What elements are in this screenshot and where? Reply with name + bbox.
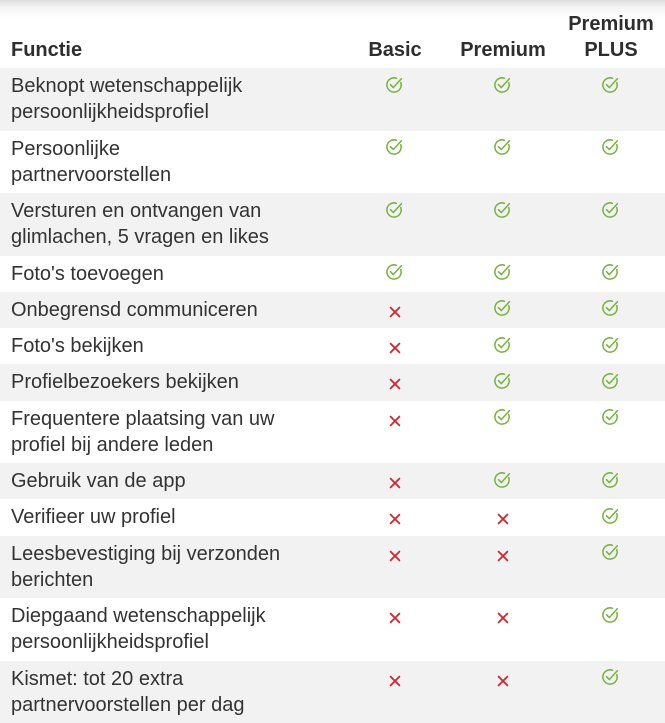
cross-strokes [391, 614, 400, 623]
feature-name-cell [0, 297, 341, 323]
check-circle-glyph [493, 137, 512, 156]
cross-strokes [391, 380, 400, 389]
basic-availability-cell [341, 369, 449, 395]
premium-plus-availability-cell [557, 73, 665, 126]
feature-name-line: Onbegrensd communiceren [11, 298, 258, 321]
basic-availability-cell [341, 198, 449, 251]
check-circle-outline [602, 545, 616, 559]
check-mark [606, 608, 617, 617]
check-circle-icon [341, 136, 449, 162]
check-circle-outline [602, 337, 616, 351]
premium-plus-availability-cell [557, 603, 665, 656]
cross-icon [341, 603, 449, 629]
check-circle-icon [557, 198, 665, 224]
check-mark [498, 302, 509, 311]
cross-glyph [389, 306, 401, 318]
feature-name-cell [0, 406, 341, 459]
check-circle-outline [386, 265, 400, 279]
premium-plus-availability-cell [557, 541, 665, 594]
table-row [0, 364, 665, 400]
basic-availability-cell [341, 468, 449, 494]
header-plan-premium-plus [557, 11, 665, 63]
check-circle-glyph [601, 200, 620, 219]
table-row [0, 401, 665, 464]
cross-strokes [391, 676, 400, 685]
check-mark [606, 338, 617, 347]
feature-name-cell [0, 261, 341, 287]
check-circle-icon [557, 504, 665, 530]
basic-availability-cell [341, 261, 449, 287]
premium-availability-cell [449, 198, 557, 251]
check-circle-outline [494, 202, 508, 216]
check-circle-glyph [385, 262, 404, 281]
cross-icon [449, 504, 557, 530]
premium-plus-availability-cell [557, 406, 665, 459]
table-row [0, 598, 665, 661]
check-circle-glyph [493, 298, 512, 317]
cross-strokes [391, 515, 400, 524]
check-circle-icon [557, 468, 665, 494]
feature-name-line: Foto's toevoegen [11, 262, 164, 285]
basic-availability-cell [341, 666, 449, 719]
cross-icon [341, 541, 449, 567]
premium-availability-cell [449, 333, 557, 359]
check-circle-glyph [601, 371, 620, 390]
check-circle-icon [557, 603, 665, 629]
premium-plus-availability-cell [557, 297, 665, 323]
check-circle-icon [557, 406, 665, 432]
check-mark [606, 78, 617, 87]
basic-availability-cell [341, 603, 449, 656]
check-circle-glyph [601, 407, 620, 426]
cross-strokes [391, 479, 400, 488]
check-mark [606, 510, 617, 519]
check-circle-glyph [493, 335, 512, 354]
check-mark [606, 375, 617, 384]
cross-glyph [389, 378, 401, 390]
feature-name-line: Gebruik van de app [11, 470, 186, 492]
check-mark [498, 473, 509, 482]
table-row [0, 328, 665, 364]
check-mark [498, 411, 509, 420]
check-mark [390, 78, 401, 87]
premium-plus-availability-cell [557, 198, 665, 251]
check-mark [606, 411, 617, 420]
cross-glyph [389, 415, 401, 427]
cross-icon [341, 666, 449, 692]
feature-name-cell [0, 333, 341, 359]
check-circle-outline [494, 374, 508, 388]
check-circle-icon [449, 198, 557, 224]
check-circle-icon [557, 261, 665, 287]
cross-icon [449, 541, 557, 567]
basic-availability-cell [341, 136, 449, 189]
cross-strokes [391, 344, 400, 353]
feature-name-cell [0, 73, 341, 126]
feature-name-line: Verifieer uw profiel [11, 506, 176, 529]
premium-availability-cell [449, 541, 557, 594]
feature-name-line: Frequentere plaatsing van uw [11, 407, 275, 430]
cross-glyph [497, 513, 509, 525]
premium-availability-cell [449, 261, 557, 287]
premium-plus-availability-cell [557, 333, 665, 359]
cross-glyph [497, 550, 509, 562]
check-circle-glyph [493, 407, 512, 426]
table-row [0, 193, 665, 256]
table-row [0, 463, 665, 499]
check-circle-outline [494, 140, 508, 154]
header-feature-label: Functie [11, 39, 83, 61]
basic-availability-cell [341, 406, 449, 459]
cross-icon [341, 406, 449, 432]
check-mark [498, 203, 509, 212]
feature-name-cell [0, 468, 341, 494]
header-feature [0, 37, 341, 63]
cross-glyph [389, 342, 401, 354]
cross-icon [341, 297, 449, 323]
check-mark [606, 266, 617, 275]
check-circle-outline [494, 337, 508, 351]
feature-name-line: Leesbevestiging bij verzonden [11, 542, 281, 565]
header-plan-premium-plus-label-line-2: PLUS [584, 39, 638, 61]
table-row [0, 256, 665, 292]
table-row [0, 499, 665, 535]
feature-name-line: Beknopt wetenschappelijk [11, 75, 243, 97]
feature-name-line: Kismet: tot 20 extra [11, 667, 184, 690]
table-row [0, 292, 665, 328]
premium-availability-cell [449, 136, 557, 189]
feature-name-cell [0, 198, 341, 251]
basic-availability-cell [341, 73, 449, 126]
check-circle-glyph [601, 506, 620, 525]
check-circle-glyph [493, 470, 512, 489]
check-circle-glyph [601, 262, 620, 281]
check-circle-outline [602, 410, 616, 424]
premium-availability-cell [449, 468, 557, 494]
check-circle-icon [557, 541, 665, 567]
check-circle-outline [602, 607, 616, 621]
feature-name-line: persoonlijkheidsprofiel [11, 101, 209, 124]
cross-strokes [499, 551, 508, 560]
cross-glyph [389, 675, 401, 687]
cross-glyph [389, 550, 401, 562]
check-mark [606, 546, 617, 555]
check-mark [390, 141, 401, 150]
cross-icon [449, 603, 557, 629]
premium-availability-cell [449, 504, 557, 530]
premium-availability-cell [449, 406, 557, 459]
feature-name-line: Diepgaand wetenschappelijk [11, 605, 266, 627]
cross-strokes [499, 515, 508, 524]
check-circle-glyph [493, 200, 512, 219]
check-circle-glyph [601, 667, 620, 686]
cross-icon [341, 504, 449, 530]
check-circle-glyph [493, 262, 512, 281]
cross-glyph [497, 675, 509, 687]
check-circle-glyph [385, 200, 404, 219]
feature-name-cell [0, 541, 341, 594]
check-circle-glyph [601, 335, 620, 354]
cross-strokes [391, 307, 400, 316]
check-mark [390, 266, 401, 275]
check-circle-outline [602, 670, 616, 684]
check-circle-glyph [493, 75, 512, 94]
check-circle-outline [602, 472, 616, 486]
cross-glyph [389, 477, 401, 489]
premium-availability-cell [449, 297, 557, 323]
check-circle-icon [449, 297, 557, 323]
feature-name-line: Versturen en ontvangen van [11, 200, 262, 222]
feature-name-line: persoonlijkheidsprofiel [11, 631, 209, 654]
check-circle-icon [449, 468, 557, 494]
check-circle-icon [449, 73, 557, 99]
basic-availability-cell [341, 333, 449, 359]
check-circle-icon [557, 369, 665, 395]
check-circle-icon [449, 406, 557, 432]
premium-plus-availability-cell [557, 261, 665, 287]
check-circle-outline [602, 265, 616, 279]
check-circle-outline [602, 140, 616, 154]
check-mark [606, 203, 617, 212]
cross-icon [341, 333, 449, 359]
check-mark [606, 473, 617, 482]
premium-availability-cell [449, 666, 557, 719]
check-mark [606, 141, 617, 150]
feature-name-cell [0, 369, 341, 395]
check-circle-icon [449, 369, 557, 395]
check-circle-icon [557, 136, 665, 162]
check-circle-glyph [493, 371, 512, 390]
check-circle-icon [341, 261, 449, 287]
feature-name-cell [0, 136, 341, 189]
basic-availability-cell [341, 541, 449, 594]
cross-strokes [391, 416, 400, 425]
check-mark [498, 141, 509, 150]
header-plan-premium-label: Premium [460, 39, 546, 61]
check-circle-glyph [601, 75, 620, 94]
check-circle-glyph [601, 542, 620, 561]
check-circle-icon [449, 261, 557, 287]
feature-name-line: partnervoorstellen [11, 163, 172, 186]
check-circle-outline [494, 472, 508, 486]
check-circle-icon [557, 297, 665, 323]
check-circle-outline [494, 265, 508, 279]
feature-name-cell [0, 504, 341, 530]
cross-glyph [389, 513, 401, 525]
table-row [0, 68, 665, 131]
basic-availability-cell [341, 297, 449, 323]
check-circle-glyph [385, 75, 404, 94]
basic-availability-cell [341, 504, 449, 530]
feature-name-line: partnervoorstellen per dag [11, 693, 245, 716]
table-header [0, 0, 665, 68]
check-mark [498, 375, 509, 384]
check-mark [606, 302, 617, 311]
check-circle-icon [449, 333, 557, 359]
check-circle-outline [602, 202, 616, 216]
feature-name-cell [0, 666, 341, 719]
premium-plus-availability-cell [557, 468, 665, 494]
premium-plus-availability-cell [557, 666, 665, 719]
check-circle-glyph [601, 605, 620, 624]
check-circle-icon [557, 73, 665, 99]
feature-name-line: Foto's bekijken [11, 335, 144, 357]
check-circle-icon [341, 73, 449, 99]
check-mark [498, 338, 509, 347]
check-circle-outline [602, 509, 616, 523]
premium-plus-availability-cell [557, 136, 665, 189]
table-row [0, 661, 665, 723]
feature-name-line: berichten [11, 568, 94, 591]
cross-icon [341, 468, 449, 494]
feature-name-line: profiel bij andere leden [11, 433, 214, 456]
check-circle-outline [494, 77, 508, 91]
feature-name-line: Persoonlijke [11, 137, 120, 160]
header-plan-premium [449, 37, 557, 63]
check-circle-icon [449, 136, 557, 162]
check-circle-glyph [385, 137, 404, 156]
feature-name-line: glimlachen, 5 vragen en likes [11, 226, 269, 249]
table-row [0, 536, 665, 599]
premium-availability-cell [449, 73, 557, 126]
check-circle-outline [602, 77, 616, 91]
check-mark [606, 671, 617, 680]
check-mark [498, 78, 509, 87]
cross-strokes [391, 551, 400, 560]
check-mark [390, 203, 401, 212]
header-plan-basic-label: Basic [368, 39, 422, 61]
check-circle-glyph [601, 137, 620, 156]
check-circle-outline [386, 202, 400, 216]
premium-availability-cell [449, 603, 557, 656]
check-circle-outline [494, 301, 508, 315]
premium-plus-availability-cell [557, 369, 665, 395]
cross-icon [341, 369, 449, 395]
premium-plus-availability-cell [557, 504, 665, 530]
table-body [0, 68, 665, 723]
cross-icon [449, 666, 557, 692]
check-circle-outline [602, 301, 616, 315]
check-circle-glyph [601, 298, 620, 317]
check-circle-icon [557, 333, 665, 359]
check-mark [498, 266, 509, 275]
cross-glyph [389, 612, 401, 624]
header-plan-basic [341, 37, 449, 63]
cross-strokes [499, 676, 508, 685]
premium-availability-cell [449, 369, 557, 395]
check-circle-outline [386, 77, 400, 91]
table-row [0, 131, 665, 194]
cross-glyph [497, 612, 509, 624]
cross-strokes [499, 614, 508, 623]
check-circle-outline [602, 374, 616, 388]
check-circle-icon [557, 666, 665, 692]
header-plan-premium-plus-label-line-1: Premium [568, 13, 654, 35]
check-circle-glyph [601, 470, 620, 489]
check-circle-outline [494, 410, 508, 424]
check-circle-icon [341, 198, 449, 224]
feature-name-line: Profielbezoekers bekijken [11, 371, 239, 394]
feature-name-cell [0, 603, 341, 656]
check-circle-outline [386, 140, 400, 154]
